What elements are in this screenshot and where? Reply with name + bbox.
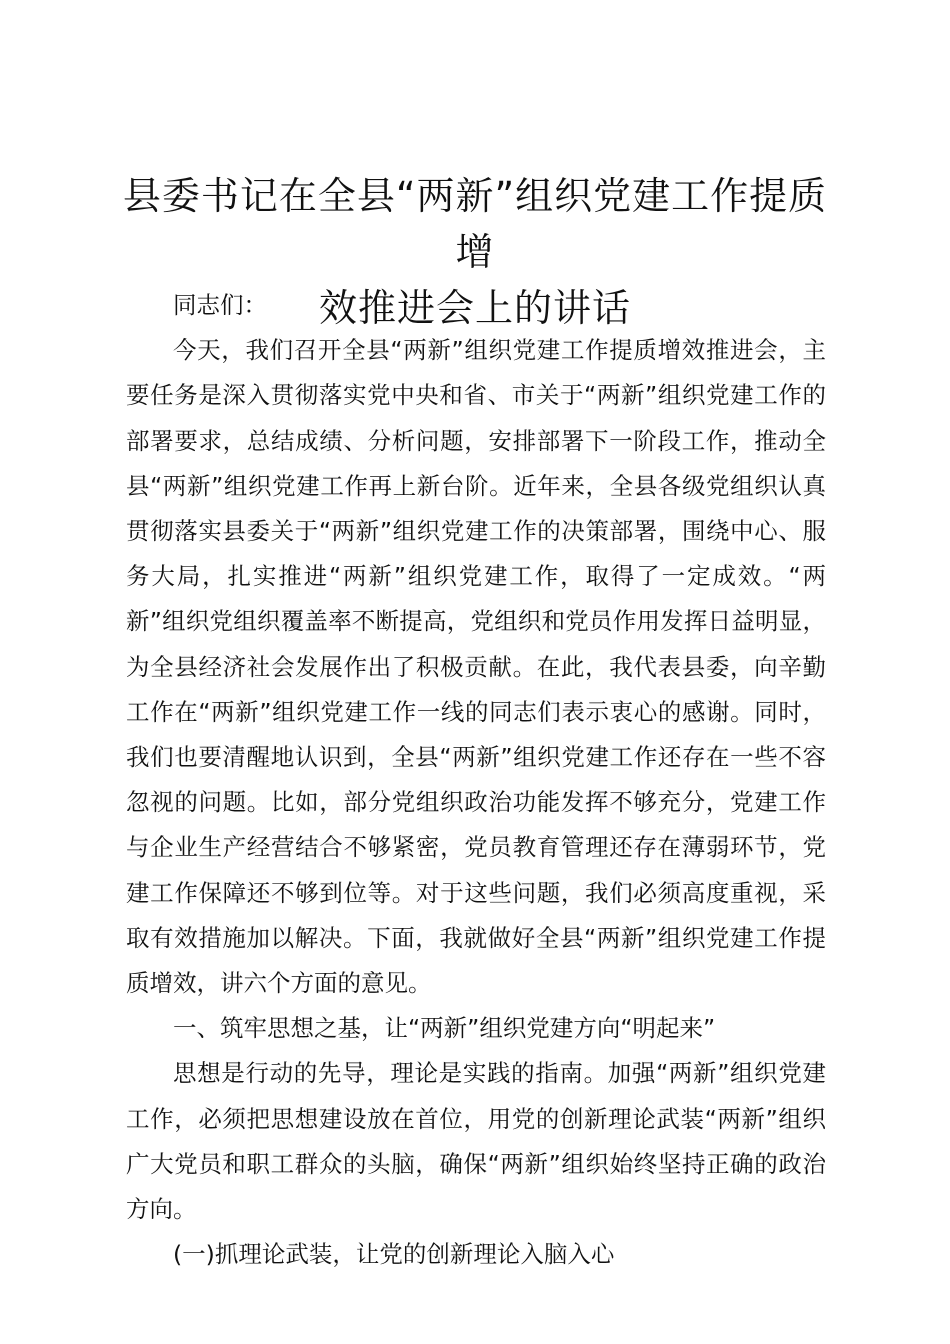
paragraph-section-1: 思想是行动的先导，理论是实践的指南。加强“两新”组织党建工作，必须把思想建设放在首位，用党的创新理论武装“两新”组织广大党员和职工群众的头脑，确保“两新”组织始终坚持正确的政治方向。 xyxy=(126,1059,826,1224)
paragraph-intro: 今天，我们召开全县“两新”组织党建工作提质增效推进会，主要任务是深入贯彻落实党中央和省、市关于“两新”组织党建工作的部署要求，总结成绩、分析问题，安排部署下一阶段工作，推动全县“两新”组织党建工作再上新台阶。近年来，全县各级党组织认真贯彻落实县委关于“两新”组织党建工作的决策部署，围绕中心、服务大局，扎实推进“两新”组织党建工作，取得了一定成效。“两新”组织党组织覆盖率不断提高，党组织和党员作用发挥日益明显，为全县经济社会发展作出了积极贡献。在此，我代表县委，向辛勤工作在“两新”组织党建工作一线的同志们表示衷心的感谢。同时，我们也要清醒地认识到，全县“两新”组织党建工作还存在一些不容忽视的问题。比如，部分党组织政治功能发挥不够充分，党建工作与企业生产经营结合不够紧密，党员教育管理还存在薄弱环节，党建工作保障还不够到位等。对于这些问题，我们必须高度重视，采取有效措施加以解决。下面，我就做好全县“两新”组织党建工作提质增效，讲六个方面的意见。 xyxy=(126,336,826,998)
title-line-1: 县委书记在全县“两新”组织党建工作提质增 xyxy=(122,174,828,274)
title-line-2: 效推进会上的讲话 xyxy=(318,286,631,330)
document-body xyxy=(126,283,826,1277)
subsection-heading-1: (一)抓理论武装，让党的创新理论入脑入心 xyxy=(173,1240,615,1269)
salutation: 同志们： xyxy=(173,291,267,319)
section-heading-1: 一、筑牢思想之基，让“两新”组织党建方向“明起来” xyxy=(173,1014,716,1043)
